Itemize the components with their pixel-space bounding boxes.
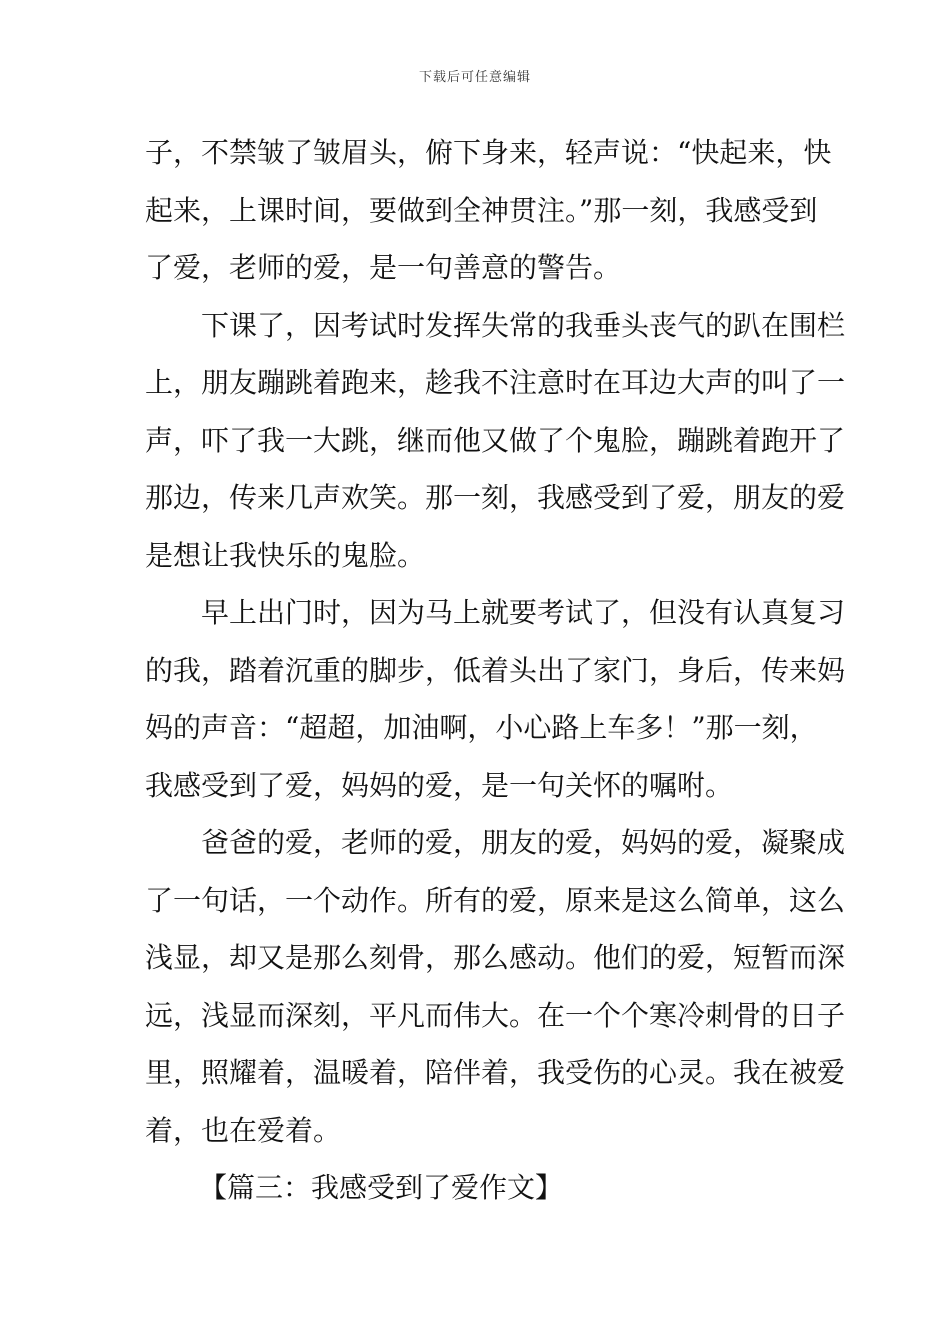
text-line: 我感受到了爱，妈妈的爱，是一句关怀的嘱咐。 <box>145 768 734 802</box>
text-line: 早上出门时，因为马上就要考试了，但没有认真复习 <box>201 596 846 629</box>
text-line: 了爱，老师的爱，是一句善意的警告。 <box>145 251 622 284</box>
text-line: 上，朋友蹦跳着跑来，趁我不注意时在耳边大声的叫了一 <box>145 366 846 399</box>
paragraph <box>145 297 846 585</box>
text-line: 里，照耀着，温暖着，陪伴着，我受伤的心灵。我在被爱 <box>145 1056 846 1089</box>
text-line: 了一句话，一个动作。所有的爱，原来是这么简单，这么 <box>145 883 846 917</box>
text-line: 是想让我快乐的鬼脸。 <box>145 538 426 572</box>
text-line: 声，吓了我一大跳，继而他又做了个鬼脸，蹦跳着跑开了 <box>145 423 846 457</box>
text-line: 浅显，却又是那么刻骨，那么感动。他们的爱，短暂而深 <box>145 941 846 974</box>
section-heading: 【篇三：我感受到了爱作文】 <box>199 1171 564 1204</box>
text-line: 着，也在爱着。 <box>145 1113 342 1147</box>
text-line: 子，不禁皱了皱眉头，俯下身来，轻声说：“快起来，快 <box>145 136 832 169</box>
paragraph <box>145 814 846 1159</box>
paragraph <box>145 124 832 297</box>
header-note: 下载后可任意编辑 <box>418 70 531 85</box>
text-line: 妈的声音：“超超，加油啊，小心路上车多！”那一刻， <box>145 711 818 744</box>
text-line: 的我，踏着沉重的脚步，低着头出了家门，身后，传来妈 <box>145 653 846 687</box>
text-line: 下课了，因考试时发挥失常的我垂头丧气的趴在围栏 <box>201 308 846 342</box>
document-body <box>145 124 846 1217</box>
text-line: 起来，上课时间，要做到全神贯注。”那一刻，我感受到 <box>145 193 818 227</box>
text-line: 爸爸的爱，老师的爱，朋友的爱，妈妈的爱，凝聚成 <box>201 826 846 859</box>
text-line: 远，浅显而深刻，平凡而伟大。在一个个寒冷刺骨的日子 <box>145 998 846 1032</box>
paragraph <box>145 584 846 814</box>
text-line: 那边，传来几声欢笑。那一刻，我感受到了爱，朋友的爱 <box>145 481 846 514</box>
